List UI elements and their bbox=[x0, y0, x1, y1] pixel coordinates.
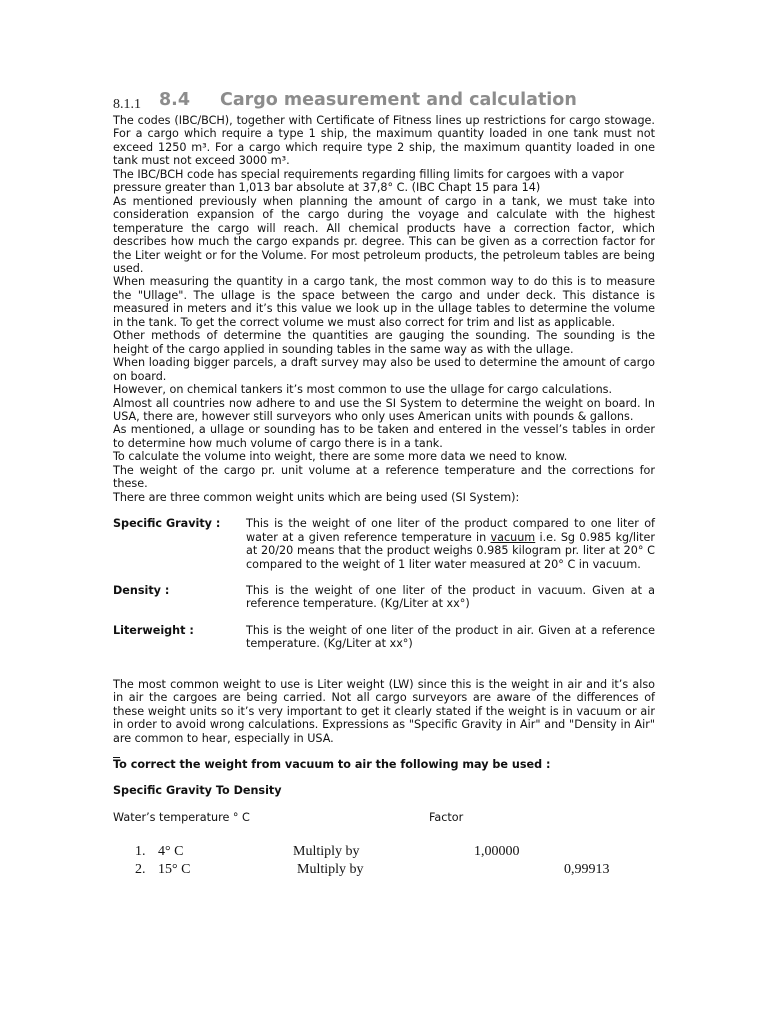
list-factor-value: 0,99913 bbox=[564, 861, 610, 877]
definition-term: Literweight : bbox=[113, 623, 194, 637]
section-heading bbox=[113, 90, 655, 114]
definitions-list bbox=[113, 517, 655, 651]
header-water-temperature: Water’s temperature ° C bbox=[113, 810, 250, 824]
list-number: 2. bbox=[135, 861, 146, 877]
definition-text: This is the weight of one liter of the product compared to one liter of water at a given reference temperature in bbox=[246, 517, 655, 544]
paragraph-draft-survey: When loading bigger parcels, a draft survey may also be used to determine the amount of cargo on board. bbox=[113, 356, 655, 383]
definition-underlined-word: vacuum bbox=[490, 530, 536, 544]
paragraph-liter-weight: The most common weight to use is Liter weight (LW) since this is the weight in air and it’s also in air the cargoes are being carried. Not all cargo surveyors are aware of the differences of these weight units so it’s very important to get it clearly stated if the weight is in vacuum or air in order to avoid wrong calculations. Expressions as "Specific Gravity in Air" and "Density in Air" are common to hear, especially in USA. bbox=[113, 677, 655, 745]
definition-density bbox=[113, 584, 655, 611]
paragraph-ibc-requirements: The IBC/BCH code has special requirements regarding filling limits for cargoes with a vapor pressure greater than 1,013 bar absolute at 37,8° C. (IBC Chapt 15 para 14) bbox=[113, 167, 624, 195]
list-number: 1. bbox=[135, 843, 146, 859]
definition-term: Specific Gravity : bbox=[113, 517, 221, 531]
list-item bbox=[113, 863, 655, 881]
correction-heading: To correct the weight from vacuum to air the following may be used : bbox=[113, 758, 655, 771]
definition-literweight bbox=[113, 624, 655, 651]
document-content bbox=[113, 90, 656, 881]
definition-specific-gravity bbox=[113, 517, 655, 571]
paragraph-ullage: When measuring the quantity in a cargo tank, the most common way to do this is to measure the "Ullage". The ullage is the space between the cargo and under deck. This distance is measured in meters and it’s this value we look up in the ullage tables to determine the volume in the tank. To get the correct volume we must also correct for trim and list as applicable. bbox=[113, 275, 655, 329]
paragraph-reference-temp: The weight of the cargo pr. unit volume at a reference temperature and the corrections for these. bbox=[113, 463, 655, 491]
heading-outline-number: 8.1.1 bbox=[113, 97, 141, 112]
factor-list bbox=[113, 845, 655, 881]
paragraph-weight-units: There are three common weight units which are being used (SI System): bbox=[113, 490, 520, 504]
list-temperature: 15° C bbox=[158, 861, 191, 877]
factor-table-header bbox=[113, 811, 655, 825]
paragraph-chemical-tankers: However, on chemical tankers it’s most common to use the ullage for cargo calculations. bbox=[113, 383, 613, 397]
definition-description: This is the weight of one liter of the product in air. Given at a reference temperature. (Kg/Liter at xx°) bbox=[246, 623, 655, 651]
definition-term: Density : bbox=[113, 583, 170, 597]
list-item bbox=[113, 845, 655, 863]
list-factor-value: 1,00000 bbox=[474, 843, 520, 859]
definition-text-continued: i.e. Sg 0.985 kg/liter at 20/20 means that the product weighs 0.985 kilogram pr. liter at 20° C compared to the weight of 1 liter water measured at 20° C in vacuum. bbox=[246, 530, 656, 571]
paragraph-si-system: Almost all countries now adhere to and use the SI System to determine the weight on board. In USA, there are, however still surveyors who only uses American units with pounds & gallons. bbox=[113, 396, 655, 423]
paragraph-tables: As mentioned, a ullage or sounding has to be taken and entered in the vessel’s tables in order to determine how much volume of cargo there is in a tank. bbox=[113, 423, 655, 450]
paragraph-expansion: As mentioned previously when planning the amount of cargo in a tank, we must take into consideration expansion of the cargo during the voyage and calculate with the highest temperature the cargo will reach. All chemical products have a correction factor, which describes how much the cargo expands pr. degree. This can be given as a correction factor for the Liter weight or for the Volume. For most petroleum products, the petroleum tables are being used. bbox=[113, 194, 655, 275]
list-operation: Multiply by bbox=[297, 861, 364, 877]
paragraph-sounding: Other methods of determine the quantities are gauging the sounding. The sounding is the height of the cargo applied in sounding tables in the same way as with the ullage. bbox=[113, 329, 655, 356]
paragraph-codes: The codes (IBC/BCH), together with Certificate of Fitness lines up restrictions for cargo stowage. For a cargo which require a type 1 ship, the maximum quantity loaded in one tank must not exceed 1250 m³. For a cargo which require type 2 ship, the maximum quantity loaded in one tank must not exceed 3000 m³. bbox=[113, 114, 655, 168]
paragraph-volume-to-weight: To calculate the volume into weight, there are some more data we need to know. bbox=[113, 450, 568, 464]
page-title: Cargo measurement and calculation bbox=[220, 90, 577, 110]
sg-to-density-heading: Specific Gravity To Density bbox=[113, 784, 282, 798]
definition-description bbox=[246, 517, 655, 571]
header-factor: Factor bbox=[429, 810, 464, 824]
heading-section-number: 8.4 bbox=[159, 90, 191, 110]
definition-description: This is the weight of one liter of the product in vacuum. Given at a reference temperature. (Kg/Liter at xx°) bbox=[246, 583, 655, 611]
list-operation: Multiply by bbox=[293, 843, 360, 859]
list-temperature: 4° C bbox=[158, 843, 184, 859]
